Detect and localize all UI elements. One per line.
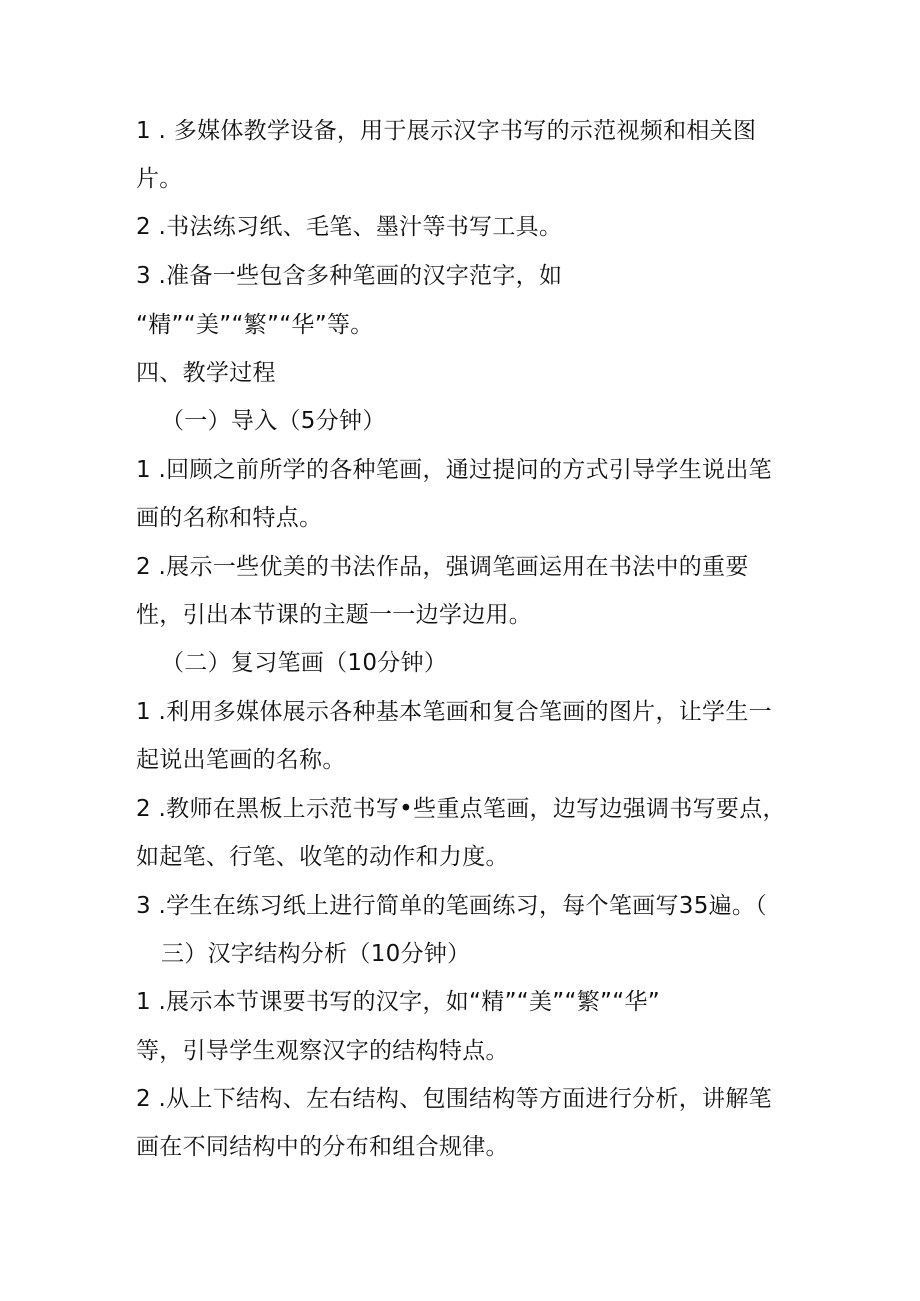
text-line: 1 . 多媒体教学设备，用于展示汉字书写的示范视频和相关图 xyxy=(136,118,757,144)
text-line: “精”“美”“繁”“华”等。 xyxy=(136,312,374,338)
text-line: 1 .展示本节课要书写的汉字，如“精”“美”“繁”“华” xyxy=(136,989,660,1015)
text-line: 3 .学生在练习纸上进行简单的笔画练习，每个笔画写35遍。（ xyxy=(136,893,768,919)
text-line: 片。 xyxy=(136,166,183,192)
text-line: 2 .教师在黑板上示范书写•些重点笔画，边写边强调书写要点， xyxy=(136,796,786,822)
text-line: 2 .从上下结构、左右结构、包围结构等方面进行分析，讲解笔 xyxy=(136,1086,772,1112)
text-line: 画在不同结构中的分布和组合规律。 xyxy=(136,1134,509,1160)
text-line: 2 .书法练习纸、毛笔、墨汁等书写工具。 xyxy=(136,214,563,240)
text-line: 1 .回顾之前所学的各种笔画，通过提问的方式引导学生说出笔 xyxy=(136,457,772,483)
subsection-heading: （二）复习笔画（10分钟） xyxy=(161,650,448,676)
text-line: 等，引导学生观察汉字的结构特点。 xyxy=(136,1038,509,1064)
text-line: 2 .展示一些优美的书法作品，强调笔画运用在书法中的重要 xyxy=(136,554,749,580)
text-line: 如起笔、行笔、收笔的动作和力度。 xyxy=(136,844,509,870)
text-line: 起说出笔画的名称。 xyxy=(136,747,346,773)
text-line: 3 .准备一些包含多种笔画的汉字范字，如 xyxy=(136,263,563,289)
subsection-heading: 三）汉字结构分析（10分钟） xyxy=(161,941,471,967)
text-line: 性，引出本节课的主题一一边学边用。 xyxy=(136,602,533,628)
text-line: 1 .利用多媒体展示各种基本笔画和复合笔画的图片，让学生一 xyxy=(136,699,772,725)
section-heading: 四、教学过程 xyxy=(136,360,276,386)
subsection-heading: （一）导入（5分钟） xyxy=(161,408,386,434)
text-line: 画的名称和特点。 xyxy=(136,505,323,531)
